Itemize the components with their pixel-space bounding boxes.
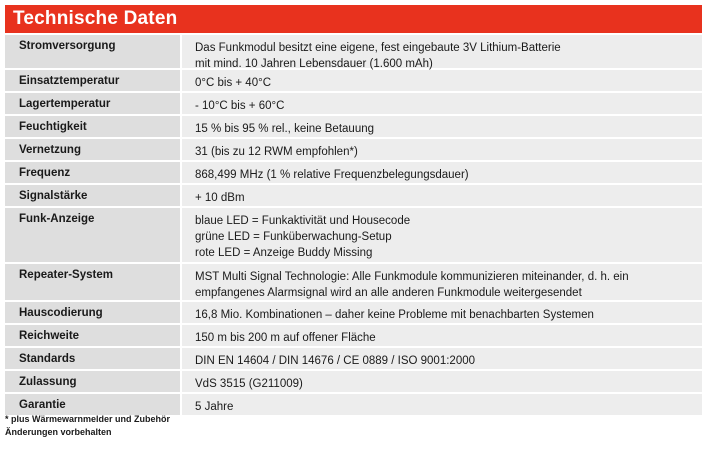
spec-value-line: mit mind. 10 Jahren Lebensdauer (1.600 mAh)	[195, 58, 433, 70]
spec-label: Signalstärke	[5, 185, 180, 206]
spec-label: Vernetzung	[5, 139, 180, 160]
page-title: Technische Daten	[13, 8, 178, 29]
spec-value-line: 15 % bis 95 % rel., keine Betauung	[195, 123, 375, 135]
spec-value-line: 5 Jahre	[195, 401, 234, 413]
spec-value	[182, 162, 702, 183]
spec-value	[182, 35, 702, 68]
spec-value-line: Das Funkmodul besitzt eine eigene, fest eingebaute 3V Lithium-Batterie	[195, 42, 561, 54]
spec-value-line: grüne LED = Funküberwachung-Setup	[195, 231, 392, 243]
spec-row	[5, 371, 702, 392]
spec-row	[5, 394, 702, 415]
spec-row	[5, 325, 702, 346]
spec-row	[5, 93, 702, 114]
spec-value	[182, 394, 702, 415]
spec-value	[182, 139, 702, 160]
spec-value	[182, 371, 702, 392]
spec-value	[182, 93, 702, 114]
spec-label: Funk-Anzeige	[5, 208, 180, 262]
spec-value-line: MST Multi Signal Technologie: Alle Funkmodule kommunizieren miteinander, d. h. ein	[195, 271, 629, 283]
title-bar	[5, 5, 702, 33]
spec-label: Reichweite	[5, 325, 180, 346]
spec-value	[182, 325, 702, 346]
spec-value	[182, 70, 702, 91]
spec-label: Hauscodierung	[5, 302, 180, 323]
spec-label: Zulassung	[5, 371, 180, 392]
spec-label: Lagertemperatur	[5, 93, 180, 114]
spec-row	[5, 35, 702, 68]
spec-label: Repeater-System	[5, 264, 180, 300]
spec-value	[182, 302, 702, 323]
spec-value-line: VdS 3515 (G211009)	[195, 378, 303, 390]
spec-value	[182, 348, 702, 369]
spec-value-line: 868,499 MHz (1 % relative Frequenzbelegungsdauer)	[195, 169, 469, 181]
spec-value	[182, 208, 702, 262]
spec-row	[5, 185, 702, 206]
spec-label: Stromversorgung	[5, 35, 180, 68]
spec-value-line: empfangenes Alarmsignal wird an alle anderen Funkmodule weitergesendet	[195, 287, 582, 299]
spec-label: Standards	[5, 348, 180, 369]
spec-label: Einsatztemperatur	[5, 70, 180, 91]
footnotes	[5, 413, 170, 439]
spec-label: Feuchtigkeit	[5, 116, 180, 137]
spec-value	[182, 185, 702, 206]
spec-value-line: - 10°C bis + 60°C	[195, 100, 285, 112]
spec-value	[182, 116, 702, 137]
spec-row	[5, 264, 702, 300]
spec-row	[5, 116, 702, 137]
spec-row	[5, 348, 702, 369]
spec-value-line: 0°C bis + 40°C	[195, 77, 271, 89]
spec-value	[182, 264, 702, 300]
footnote-line: * plus Wärmewarnmelder und Zubehör	[5, 414, 171, 424]
spec-value-line: 16,8 Mio. Kombinationen – daher keine Probleme mit benachbarten Systemen	[195, 309, 594, 321]
spec-value-line: + 10 dBm	[195, 192, 245, 204]
spec-value-line: rote LED = Anzeige Buddy Missing	[195, 247, 373, 259]
spec-value-line: DIN EN 14604 / DIN 14676 / CE 0889 / ISO 9001:2000	[195, 355, 476, 367]
spec-row	[5, 70, 702, 91]
spec-value-line: 31 (bis zu 12 RWM empfohlen*)	[195, 146, 358, 158]
spec-row	[5, 162, 702, 183]
spec-row	[5, 208, 702, 262]
spec-value-line: 150 m bis 200 m auf offener Fläche	[195, 332, 376, 344]
spec-row	[5, 302, 702, 323]
spec-table	[5, 35, 702, 417]
spec-value-line: blaue LED = Funkaktivität und Housecode	[195, 215, 411, 227]
footnote-line: Änderungen vorbehalten	[5, 427, 112, 437]
spec-row	[5, 139, 702, 160]
spec-label: Garantie	[5, 394, 180, 415]
spec-label: Frequenz	[5, 162, 180, 183]
